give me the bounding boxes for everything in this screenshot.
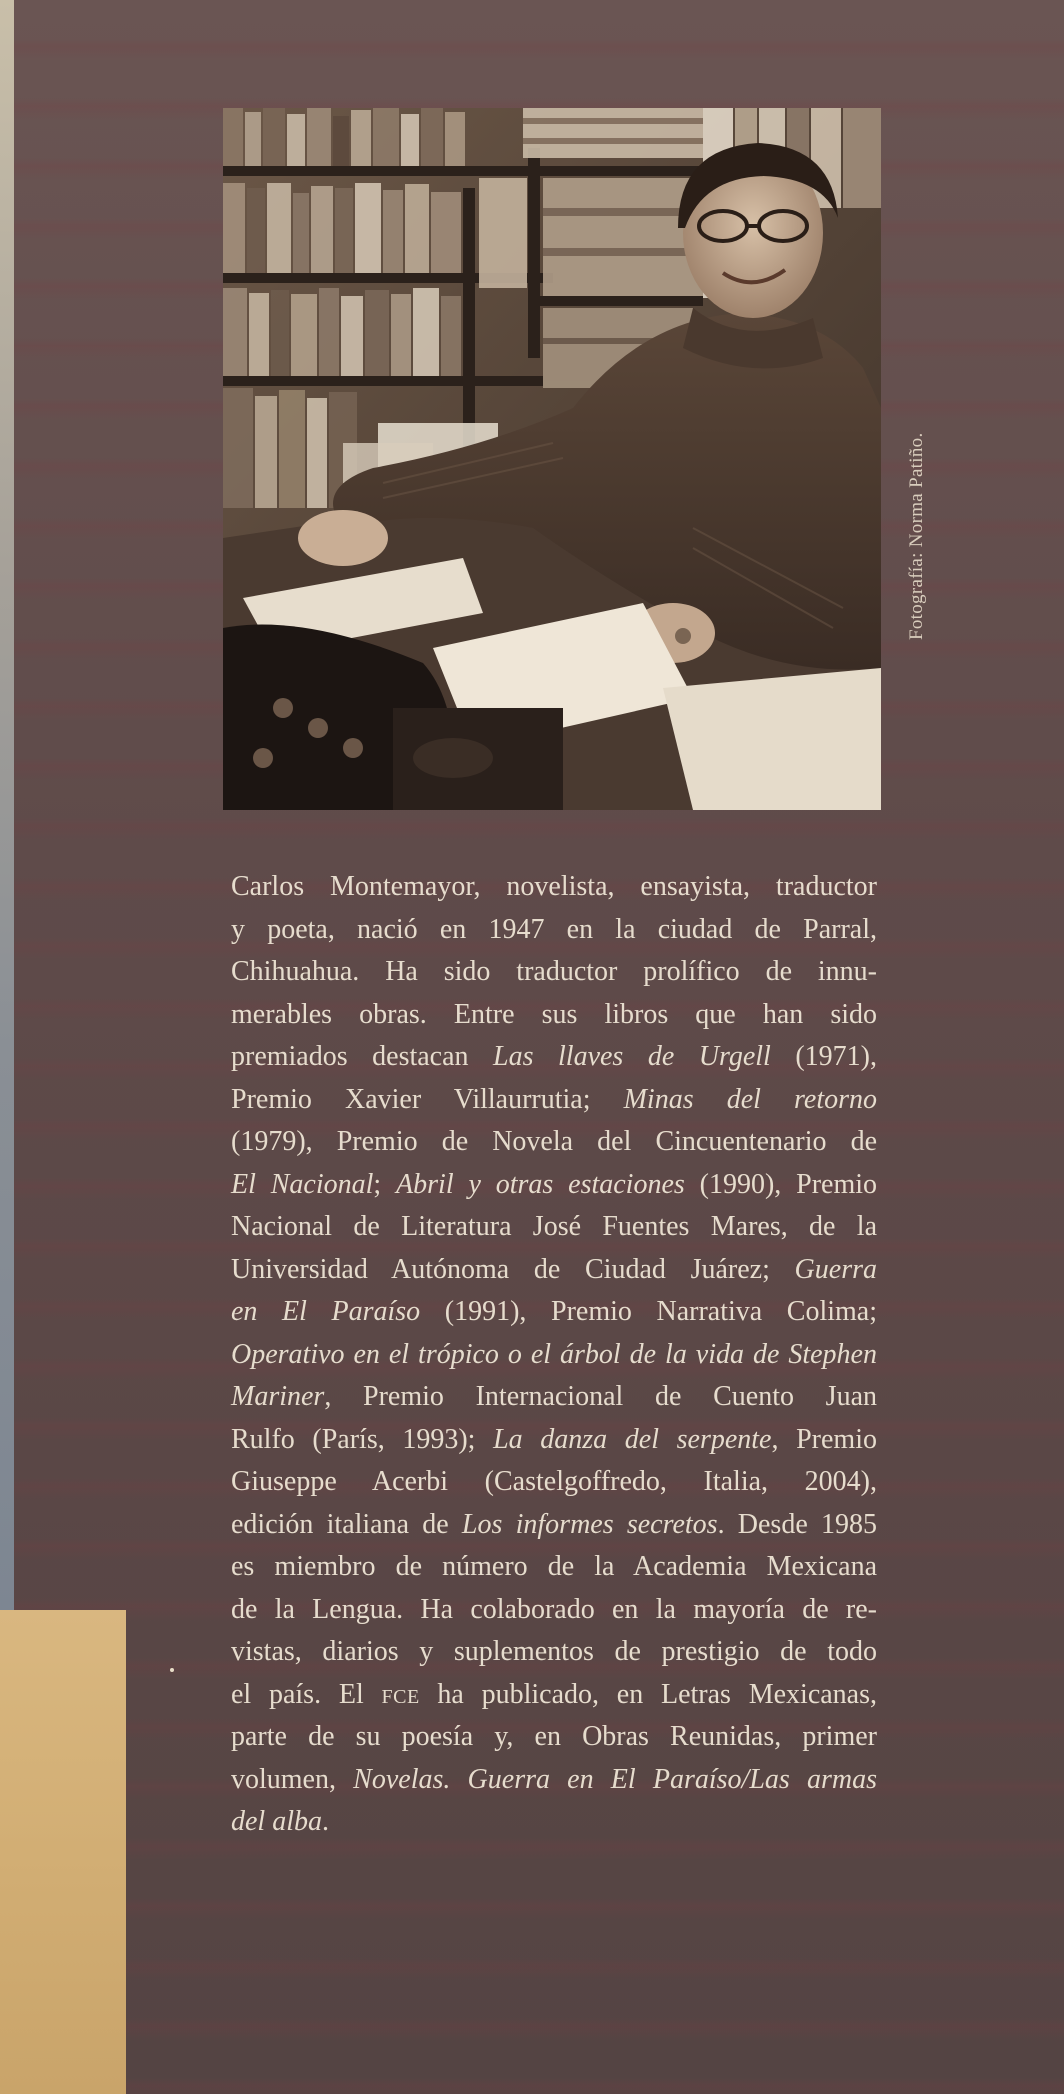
speck: [170, 1668, 174, 1672]
book-title: Los informes secretos: [461, 1508, 718, 1540]
bio-line: [231, 1716, 877, 1759]
bio-text: , Premio: [771, 1423, 877, 1455]
bio-line: [231, 1801, 877, 1844]
bio-line: [231, 1759, 877, 1802]
book-title: Mariner: [231, 1381, 325, 1412]
bio-text: ;: [373, 1168, 397, 1200]
bio-text: parte de su poesía y, en Obras Reunidas, primer: [231, 1721, 877, 1752]
bio-text: es miembro de número de la Academia Mexicana: [231, 1551, 877, 1582]
cover-edge-strip: [0, 0, 14, 1610]
book-title: en El Paraíso: [231, 1296, 421, 1327]
bio-text: Rulfo (París, 1993);: [231, 1423, 494, 1455]
bio-line: [231, 1164, 877, 1207]
bio-line: [231, 1036, 877, 1079]
book-title: del alba: [231, 1806, 322, 1837]
bio-text: (1979), Premio de Novela del Cincuentenario de: [231, 1126, 877, 1157]
bio-line: [231, 1674, 877, 1717]
bio-line: [231, 1546, 877, 1589]
bio-text: merables obras. Entre sus libros que han sido: [231, 998, 877, 1030]
bio-line: [231, 1121, 877, 1164]
author-portrait-image: [223, 108, 881, 810]
bio-text: Nacional de Literatura José Fuentes Mares, de la: [231, 1211, 877, 1242]
bio-text: Premio Xavier Villaurrutia;: [231, 1083, 624, 1115]
bio-line: [231, 994, 877, 1037]
bio-line: [231, 1419, 877, 1462]
bio-text: el país. El: [231, 1678, 382, 1710]
book-title: La danza del serpente: [493, 1423, 772, 1455]
bio-line: [231, 951, 877, 994]
bio-text: . Desde 1985: [717, 1508, 877, 1540]
book-title: Abril y otras estaciones: [396, 1168, 685, 1200]
bio-text: (1990), Premio: [684, 1168, 878, 1200]
bio-text: Giuseppe Acerbi (Castelgoffredo, Italia, 2004),: [231, 1466, 877, 1497]
bio-line: [231, 866, 877, 909]
bio-line: [231, 1589, 877, 1632]
bio-text: vistas, diarios y suplementos de prestigio de todo: [231, 1636, 877, 1667]
author-biography: [231, 866, 877, 1844]
book-title: Operativo en el trópico o el árbol de la vida de Stephen: [231, 1338, 877, 1370]
bio-text: y poeta, nació en 1947 en la ciudad de Parral,: [231, 913, 877, 945]
bio-text: , Premio Internacional de Cuento Juan: [324, 1381, 877, 1412]
bio-text: .: [322, 1806, 329, 1837]
book-title: Minas del retorno: [623, 1083, 877, 1115]
bio-line: [231, 1291, 877, 1334]
bio-text: (1971),: [770, 1041, 877, 1072]
bio-line: [231, 1249, 877, 1292]
bio-line: [231, 1334, 877, 1377]
book-title: El Nacional: [231, 1168, 374, 1200]
bio-line: [231, 1461, 877, 1504]
bio-line: [231, 1206, 877, 1249]
book-title: Novelas. Guerra en El Paraíso/Las armas: [353, 1763, 877, 1795]
bio-text: de la Lengua. Ha colaborado en la mayoría de re-: [231, 1593, 877, 1625]
bio-text: ha publicado, en Letras Mexicanas,: [419, 1678, 877, 1710]
bio-line: [231, 1376, 877, 1419]
bio-line: [231, 1631, 877, 1674]
spine-color-block: [0, 1610, 126, 2094]
book-title: Guerra: [794, 1253, 877, 1285]
book-title: Las llaves de Urgell: [493, 1041, 771, 1072]
bio-text: Chihuahua. Ha sido traductor prolífico de innu-: [231, 956, 877, 987]
bio-text: (1991), Premio Narrativa Colima;: [420, 1296, 877, 1327]
bio-text: edición italiana de: [231, 1508, 462, 1540]
bio-text: premiados destacan: [231, 1041, 494, 1072]
bio-line: [231, 1079, 877, 1122]
bio-line: [231, 1504, 877, 1547]
bio-text: Carlos Montemayor, novelista, ensayista, traductor: [231, 871, 877, 902]
bio-text: volumen,: [231, 1763, 354, 1795]
photo-credit: Fotografía: Norma Patiño.: [906, 432, 927, 640]
bio-text: FCE: [381, 1685, 420, 1708]
bio-text: Universidad Autónoma de Ciudad Juárez;: [231, 1253, 795, 1285]
bio-line: [231, 909, 877, 952]
